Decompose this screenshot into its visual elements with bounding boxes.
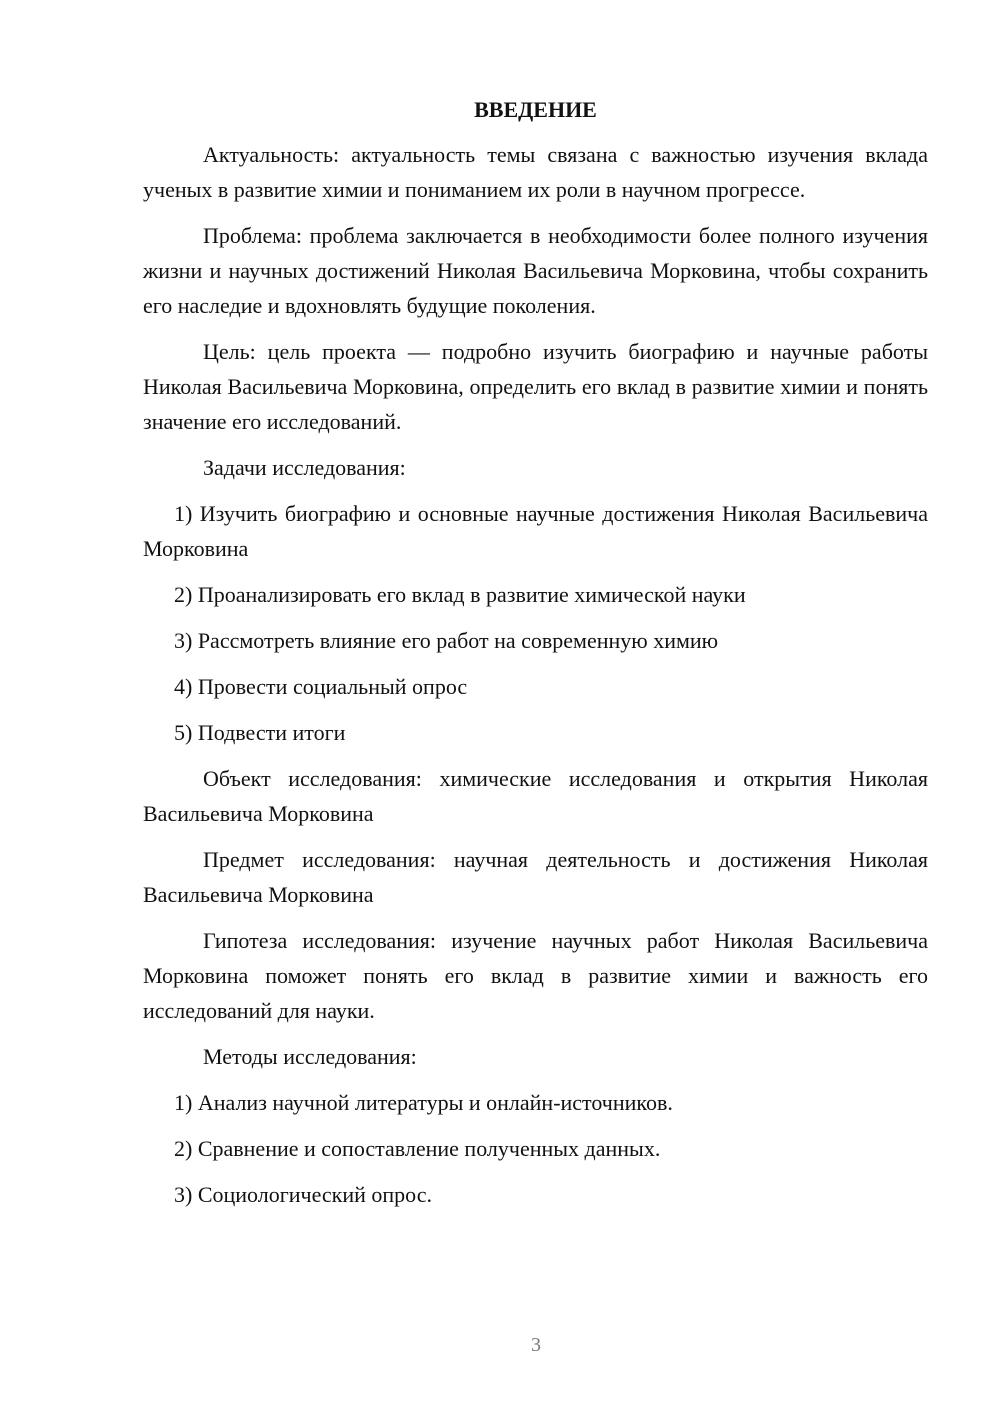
method-item-3: 3) Социологический опрос. <box>174 1182 432 1207</box>
paragraph-problem: Проблема: проблема заключается в необходимости более полного изучения жизни и научных достижений Николая Васильевича Морковина, чтобы сохранить его наследие и вдохновлять будущие поколения. <box>143 223 928 318</box>
paragraph-object: Объект исследования: химические исследования и открытия Николая Васильевича Морковина <box>143 766 928 826</box>
paragraph-hypothesis: Гипотеза исследования: изучение научных работ Николая Васильевича Морковина поможет понять его вклад в развитие химии и важность его исследований для науки. <box>143 928 928 1023</box>
task-item-2: 2) Проанализировать его вклад в развитие химической науки <box>174 582 746 607</box>
page-number: 3 <box>531 1334 541 1356</box>
page-content <box>143 92 928 1223</box>
task-item-4: 4) Провести социальный опрос <box>174 674 468 699</box>
tasks-heading: Задачи исследования: <box>203 455 406 480</box>
section-title: ВВЕДЕНИЕ <box>474 97 597 122</box>
paragraph-subject: Предмет исследования: научная деятельность и достижения Николая Васильевича Морковина <box>143 847 928 907</box>
task-item-3: 3) Рассмотреть влияние его работ на современную химию <box>174 628 719 653</box>
method-item-2: 2) Сравнение и сопоставление полученных данных. <box>174 1136 661 1161</box>
task-item-5: 5) Подвести итоги <box>174 720 346 745</box>
paragraph-goal: Цель: цель проекта — подробно изучить биографию и научные работы Николая Васильевича Морковина, определить его вклад в развитие химии и понять значение его исследований. <box>143 339 928 434</box>
paragraph-relevance: Актуальность: актуальность темы связана с важностью изучения вклада ученых в развитие химии и пониманием их роли в научном прогрессе. <box>143 142 928 202</box>
methods-heading: Методы исследования: <box>203 1044 417 1069</box>
method-item-1: 1) Анализ научной литературы и онлайн-источников. <box>174 1090 673 1115</box>
task-item-1: 1) Изучить биографию и основные научные достижения Николая Васильевича Морковина <box>143 501 928 561</box>
